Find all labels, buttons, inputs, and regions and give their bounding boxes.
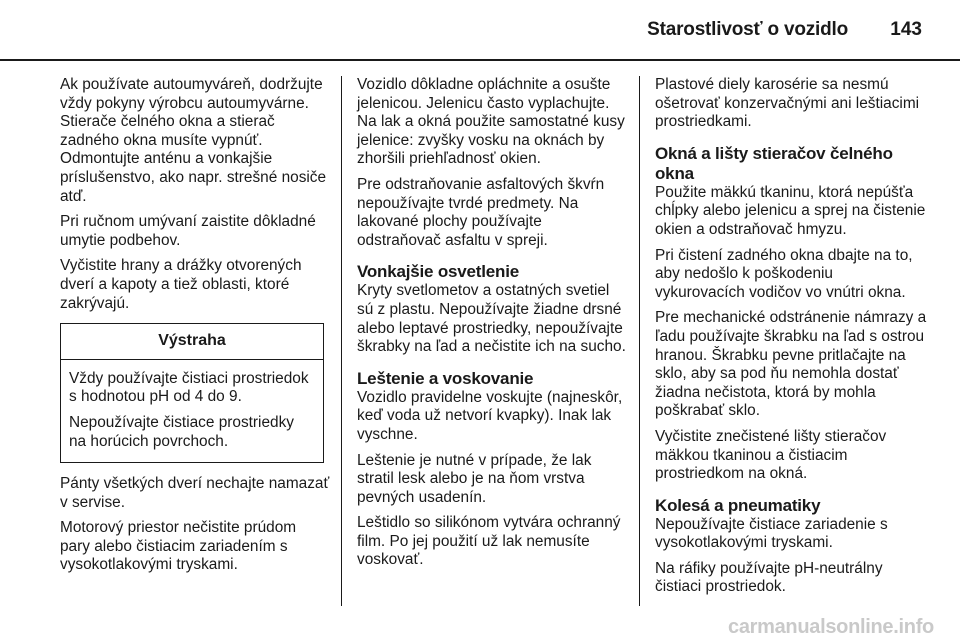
paragraph: Pri čistení zadného okna dbajte na to, aby nedošlo k poškodeniu vykurovacích vodičov vo vnútri okna. bbox=[655, 246, 913, 301]
text-column-1 bbox=[60, 76, 330, 582]
paragraph: Nepoužívajte čistiace zariadenie s vysokotlakovými tryskami. bbox=[655, 515, 888, 552]
text-column-2 bbox=[357, 76, 627, 577]
section-heading: Leštenie a voskovanie bbox=[357, 368, 534, 388]
paragraph: Na ráfiky používajte pH-neutrálny čistiaci prostriedok. bbox=[655, 559, 883, 596]
paragraph: Pre odstraňovanie asfaltových škvŕn nepoužívajte tvrdé predmety. Na lakované plochy používajte odstraňovač asfaltu v spreji. bbox=[357, 175, 605, 249]
column-divider bbox=[341, 76, 342, 606]
page-header bbox=[0, 0, 960, 62]
text-column-3 bbox=[655, 76, 927, 604]
warning-paragraph: Vždy používajte čistiaci prostriedok s hodnotou pH od 4 do 9. bbox=[69, 369, 309, 406]
paragraph: Kryty svetlometov a ostatných svetiel sú z plastu. Nepoužívajte žiadne drsné alebo leptavé prostriedky, nepoužívajte škrabky na ľad a nečistite ich na sucho. bbox=[357, 282, 626, 356]
section-heading: Kolesá a pneumatiky bbox=[655, 495, 821, 515]
paragraph: Ak používate autoumyváreň, dodržujte vždy pokyny výrobcu autoumyvárne. Stierače čelného okna a stierač zadného okna musíte vypnúť. Odmontujte anténu a vonkajšie príslušenstvo, ako napr. strešné nosiče atď. bbox=[60, 76, 327, 205]
watermark: carmanualsonline.info bbox=[728, 616, 934, 638]
paragraph: Leštenie je nutné v prípade, že lak stratil lesk alebo je na ňom vrstva pevných usadenín. bbox=[357, 451, 592, 506]
paragraph: Pri ručnom umývaní zaistite dôkladné umytie podbehov. bbox=[60, 213, 316, 249]
paragraph: Motorový priestor nečistite prúdom pary alebo čistiacim zariadením s vysokotlakovými tryskami. bbox=[60, 519, 297, 574]
column-divider bbox=[639, 76, 640, 606]
paragraph: Plastové diely karosérie sa nesmú ošetrovať konzervačnými ani leštiacimi prostriedkami. bbox=[655, 76, 920, 131]
paragraph: Pánty všetkých dverí nechajte namazať v servise. bbox=[60, 475, 330, 511]
header-divider bbox=[0, 59, 960, 61]
paragraph: Vozidlo dôkladne opláchnite a osušte jelenicou. Jelenicu často vyplachujte. Na lak a okná použite samostatné kusy jelenice: zvyšky vosku na oknách by zhoršili priehľadnosť okien. bbox=[357, 76, 625, 168]
paragraph: Vyčistite hrany a drážky otvorených dverí a kapoty a tiež oblasti, ktoré zakrývajú. bbox=[60, 257, 302, 312]
page-number: 143 bbox=[890, 19, 922, 40]
section-heading: Vonkajšie osvetlenie bbox=[357, 262, 519, 282]
warning-body bbox=[61, 360, 323, 462]
warning-box bbox=[60, 323, 324, 463]
paragraph: Použite mäkkú tkaninu, ktorá nepúšťa chĺpky alebo jelenicu a sprej na čistenie okien a odstraňovač hmyzu. bbox=[655, 183, 926, 238]
paragraph: Vyčistite znečistené lišty stieračov mäkkou tkaninou a čistiacim prostriedkom na okná. bbox=[655, 427, 887, 483]
paragraph: Leštidlo so silikónom vytvára ochranný film. Po jej použití už lak nemusíte voskovať. bbox=[357, 514, 621, 569]
paragraph: Pre mechanické odstránenie námrazy a ľadu používajte škrabku na ľad s ostrou hranou. Škrabku pevne pritlačajte na sklo, aby sa pod ňu nemohla dostať žiadna nečistota, ktorá by mohla poškrabať sklo. bbox=[655, 309, 927, 420]
warning-paragraph: Nepoužívajte čistiace prostriedky na horúcich povrchoch. bbox=[69, 413, 294, 450]
section-heading: Okná a lišty stieračov čelného okna bbox=[655, 143, 893, 183]
warning-title: Výstraha bbox=[61, 324, 323, 360]
page-title: Starostlivosť o vozidlo bbox=[647, 19, 848, 40]
paragraph: Vozidlo pravidelne voskujte (najneskôr, keď voda už netvorí kvapky). Inak lak vyschne. bbox=[357, 388, 623, 443]
